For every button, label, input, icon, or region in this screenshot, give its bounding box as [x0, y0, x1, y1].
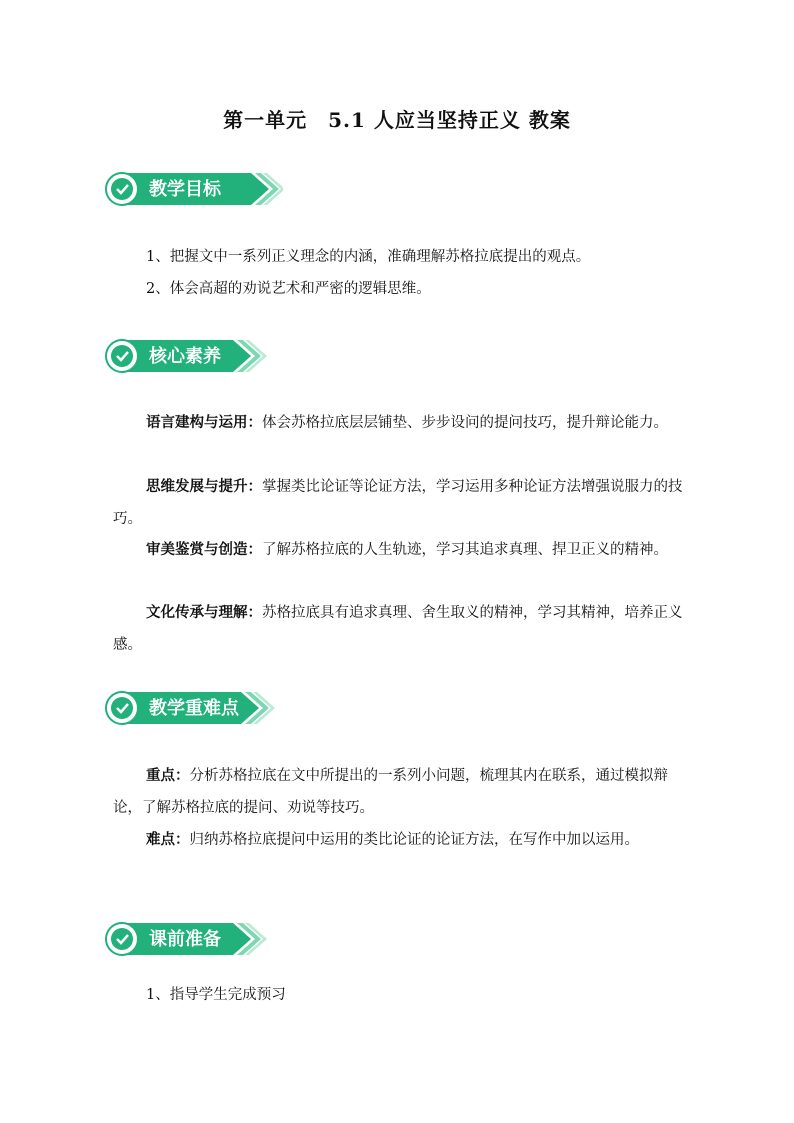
- literacy-item: [113, 534, 685, 566]
- literacy-text: 掌握类比论证等论证方法，学习运用多种论证方法增强说服力的技巧。: [113, 479, 683, 527]
- key-point-label: 难点：: [146, 831, 190, 848]
- check-badge-icon: [105, 691, 139, 725]
- literacy-item: [113, 407, 685, 439]
- goal-item: 1、把握文中一系列正义理念的内涵，准确理解苏格拉底提出的观点。: [146, 249, 591, 265]
- section-header-key-points: [103, 688, 283, 728]
- literacy-text: 了解苏格拉底的人生轨迹，学习其追求真理、捍卫正义的精神。: [262, 542, 668, 558]
- section-header-literacy: [103, 336, 283, 376]
- section-heading: 教学重难点: [149, 698, 239, 719]
- literacy-item: [113, 597, 685, 661]
- goal-item: 2、体会高超的劝说艺术和严密的逻辑思维。: [146, 281, 431, 297]
- check-badge-icon: [105, 922, 139, 956]
- section-header-goals: [103, 169, 283, 209]
- check-badge-icon: [105, 339, 139, 373]
- document-title: 第一单元 5.1 人应当坚持正义 教案: [223, 108, 571, 132]
- section-heading: 教学目标: [149, 179, 221, 200]
- literacy-label: 思维发展与提升：: [146, 478, 262, 495]
- literacy-text: 体会苏格拉底层层铺垫、步步设问的提问技巧，提升辩论能力。: [262, 415, 668, 431]
- key-point-item: [113, 760, 685, 824]
- section-heading: 核心素养: [149, 346, 221, 367]
- key-point-item: [113, 824, 685, 856]
- check-badge-icon: [105, 172, 139, 206]
- prep-item: 1、指导学生完成预习: [146, 987, 286, 1003]
- literacy-label: 语言建构与运用：: [146, 414, 262, 431]
- literacy-item: [113, 471, 685, 535]
- literacy-label: 审美鉴赏与创造：: [146, 541, 262, 558]
- literacy-text: 苏格拉底具有追求真理、舍生取义的精神，学习其精神，培养正义感。: [113, 605, 683, 653]
- literacy-label: 文化传承与理解：: [146, 604, 262, 621]
- section-heading: 课前准备: [149, 929, 221, 950]
- section-header-prep: [103, 919, 283, 959]
- key-point-label: 重点：: [146, 767, 190, 784]
- key-point-text: 归纳苏格拉底提问中运用的类比论证的论证方法，在写作中加以运用。: [189, 832, 639, 848]
- key-point-text: 分析苏格拉底在文中所提出的一系列小问题，梳理其内在联系，通过模拟辩论，了解苏格拉底的提问、劝说等技巧。: [113, 768, 668, 816]
